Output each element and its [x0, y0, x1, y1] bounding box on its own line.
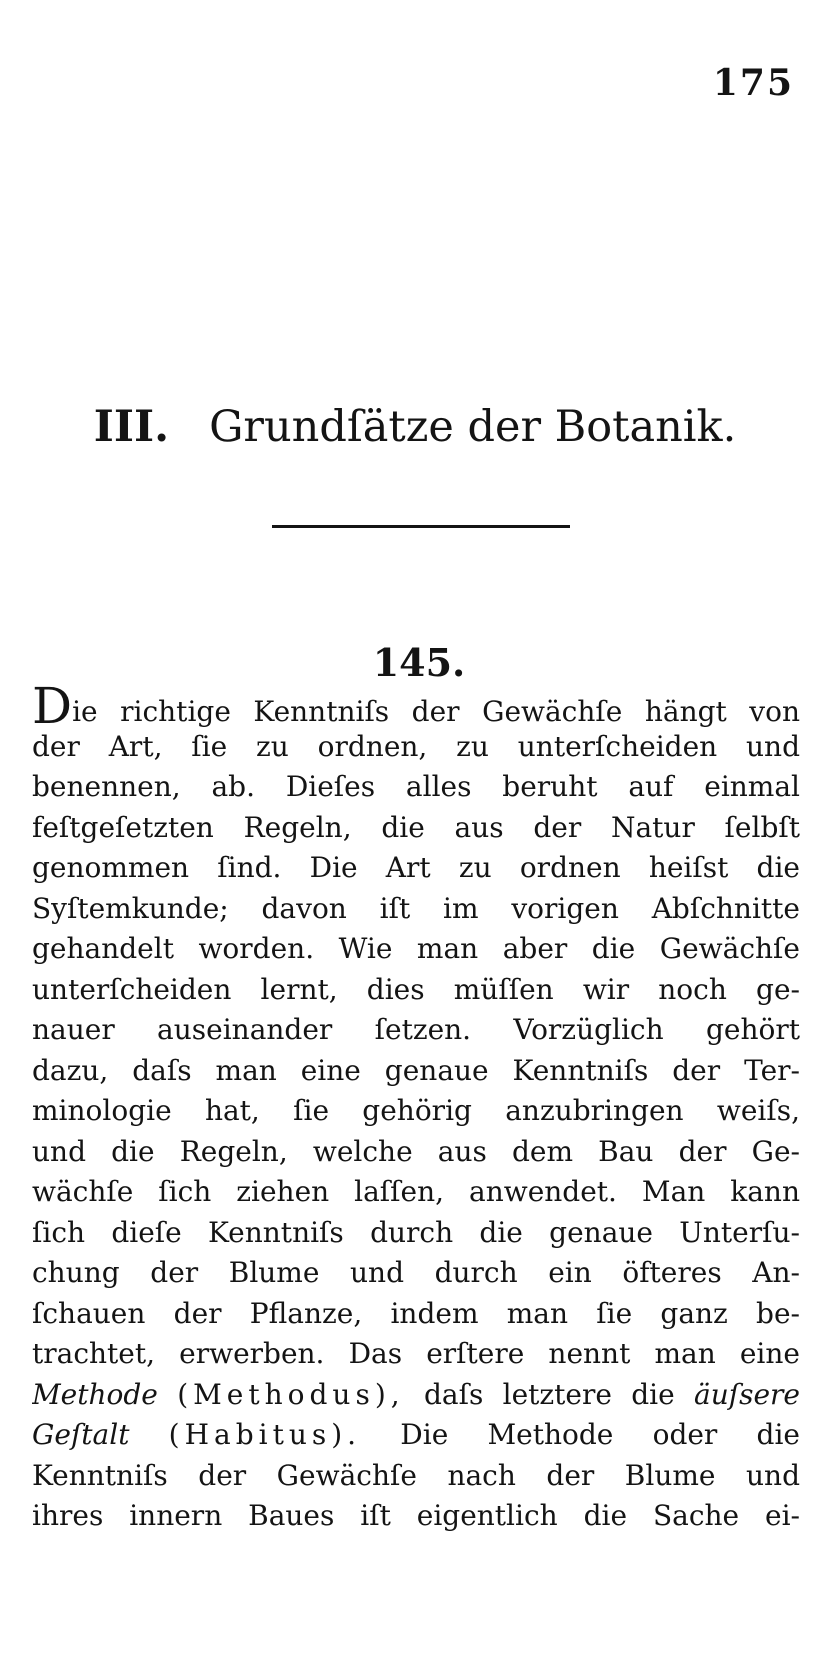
text-line: nauer auseinander ſetzen. Vorzüglich gehört	[32, 1013, 800, 1046]
text-line: Syſtemkunde; davon iſt im vorigen Abſchnitte	[32, 891, 800, 925]
text-line-content: Die Methode oder die	[400, 1418, 800, 1451]
text-line: minologie hat, ſie gehörig anzubringen weiſs,	[32, 1094, 800, 1127]
text-line	[32, 686, 800, 727]
text-line: benennen, ab. Dieſes alles beruht auf einmal	[32, 770, 800, 803]
text-line: der Art, ſie zu ordnen, zu unterſcheiden und	[32, 729, 800, 763]
italic-term: Geſtalt	[32, 1418, 130, 1451]
chapter-title	[0, 402, 830, 452]
text-line: gehandelt worden. Wie man aber die Gewächſe	[32, 932, 800, 965]
text-line: ihres innern Baues iſt eigentlich die Sache ei-	[32, 1499, 800, 1532]
text-line: ſich dieſe Kenntniſs durch die genaue Unterſu-	[32, 1215, 800, 1249]
text-line: unterſcheiden lernt, dies müſſen wir noch ge-	[32, 972, 800, 1006]
text-line: Kenntniſs der Gewächſe nach der Blume und	[32, 1458, 800, 1492]
text-line: wächſe ſich ziehen laſſen, anwendet. Man kann	[32, 1175, 800, 1208]
section-number: 145.	[372, 640, 466, 685]
text-line-content: daſs letztere die	[423, 1377, 675, 1411]
divider-rule	[272, 525, 570, 528]
italic-term: Methode	[32, 1377, 158, 1411]
text-line: trachtet, erwerben. Das erſtere nennt man eine	[32, 1337, 800, 1370]
italic-term: äuſsere	[694, 1377, 800, 1411]
text-line: genommen ſind. Die Art zu ordnen heiſst die	[32, 851, 800, 884]
body-paragraph	[32, 686, 800, 1537]
text-line	[32, 1375, 800, 1416]
spaced-term: (Methodus),	[177, 1377, 405, 1411]
text-line: ſchauen der Pflanze, indem man ſie ganz be-	[32, 1296, 800, 1330]
text-line: feſtgeſetzten Regeln, die aus der Natur ſelbſt	[32, 810, 800, 844]
spaced-term: (Habitus).	[168, 1418, 362, 1451]
page-number: 175	[712, 62, 794, 104]
text-line: dazu, daſs man eine genaue Kenntniſs der Ter-	[32, 1053, 800, 1087]
chapter-title-text: Grundſätze der Botanik.	[209, 402, 737, 452]
text-line: chung der Blume und durch ein öfteres An-	[32, 1256, 800, 1289]
drop-cap: D	[32, 686, 73, 727]
text-line-content: ie richtige Kenntniſs der Gewächſe hängt von	[72, 695, 800, 727]
chapter-numeral: III.	[93, 402, 170, 452]
text-line	[32, 1415, 800, 1456]
text-line: und die Regeln, welche aus dem Bau der Ge-	[32, 1134, 800, 1168]
